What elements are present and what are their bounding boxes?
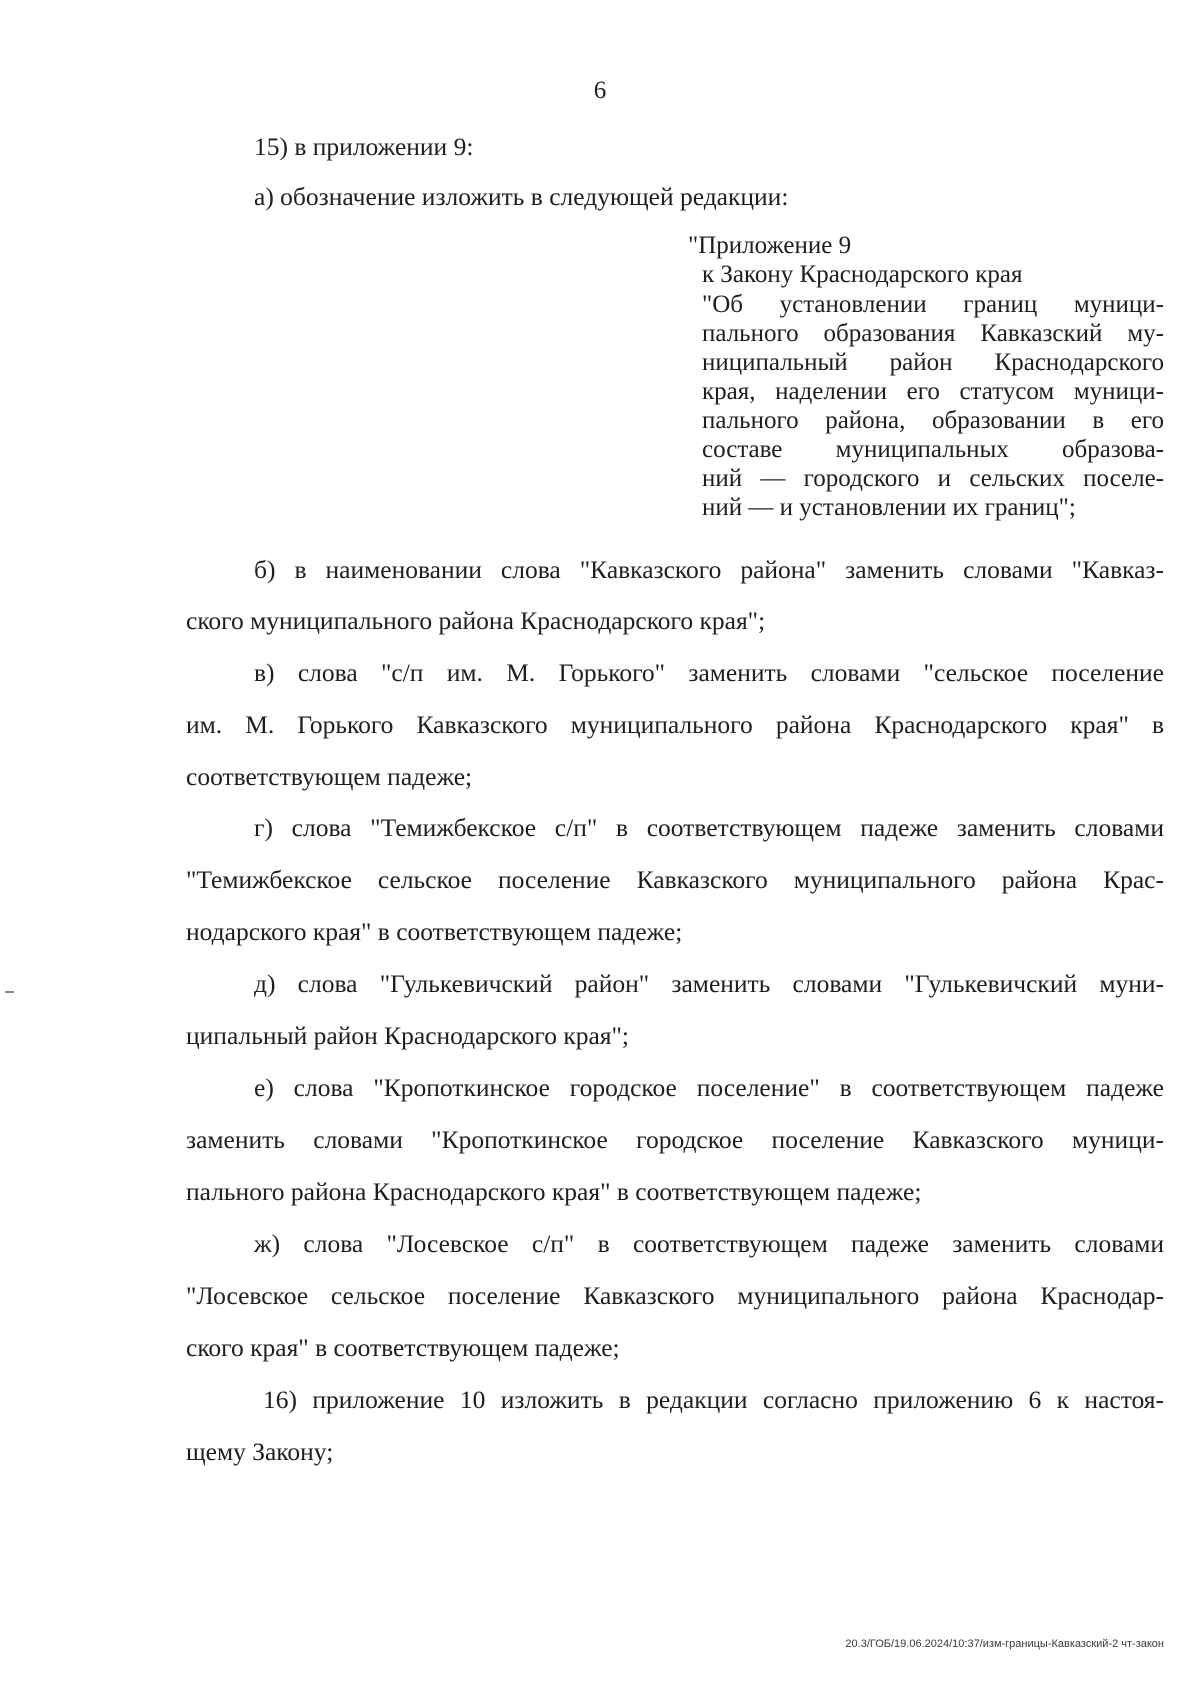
scan-mark — [5, 991, 14, 993]
item-g-line-3: нодарского края" в соответствующем падеже; — [186, 917, 683, 946]
item-v-line-1: в) слова "с/п им. М. Горького" заменить словами "сельское поселение — [254, 658, 1164, 687]
item-v-line-2: им. М. Горького Кавказского муниципального района Краснодарского края" в — [186, 710, 1164, 739]
annex-line: ний — городского и сельских поселе- — [702, 465, 1164, 492]
page-number: 6 — [593, 77, 607, 104]
annex-subtitle: к Закону Краснодарского края — [702, 261, 1023, 288]
annex-line: ниципальный район Краснодарского — [702, 349, 1164, 376]
item-15-heading: 15) в приложении 9: — [254, 132, 474, 161]
item-16-line-2: щему Закону; — [186, 1437, 334, 1466]
item-e-line-1: е) слова "Кропоткинское городское поселение" в соответствующем падеже — [254, 1073, 1164, 1102]
item-g-line-2: "Темижбекское сельское поселение Кавказского муниципального района Крас- — [186, 865, 1164, 894]
item-zh-line-2: "Лосевское сельское поселение Кавказского муниципального района Краснодар- — [186, 1281, 1164, 1310]
item-b-line-2: ского муниципального района Краснодарского края"; — [186, 606, 766, 635]
item-15a-text: а) обозначение изложить в следующей редакции: — [254, 182, 789, 211]
document-footer-code: 20.3/ГОБ/19.06.2024/10:37/изм-границы-Кавказский-2 чт-закон — [845, 1638, 1164, 1650]
annex-line: составе муниципальных образова- — [702, 436, 1164, 463]
annex-line: пального района, образовании в его — [702, 407, 1164, 434]
annex-title: "Приложение 9 — [688, 232, 852, 259]
item-d-line-2: ципальный район Краснодарского края"; — [186, 1021, 630, 1050]
item-g-line-1: г) слова "Темижбекское с/п" в соответствующем падеже заменить словами — [254, 813, 1164, 842]
item-zh-line-3: ского края" в соответствующем падеже; — [186, 1333, 620, 1362]
item-b-line-1: б) в наименовании слова "Кавказского района" заменить словами "Кавказ- — [254, 555, 1164, 584]
annex-line: ний — и установлении их границ"; — [702, 494, 1076, 521]
annex-line: "Об установлении границ муници- — [702, 291, 1164, 318]
annex-line: края, наделении его статусом муници- — [702, 378, 1164, 405]
item-v-line-3: соответствующем падеже; — [186, 762, 473, 791]
item-d-line-1: д) слова "Гулькевичский район" заменить словами "Гулькевичский муни- — [254, 969, 1164, 998]
annex-line: пального образования Кавказский му- — [702, 320, 1164, 347]
item-zh-line-1: ж) слова "Лосевское с/п" в соответствующем падеже заменить словами — [254, 1229, 1164, 1258]
item-e-line-3: пального района Краснодарского края" в соответствующем падеже; — [186, 1177, 922, 1206]
item-e-line-2: заменить словами "Кропоткинское городское поселение Кавказского муници- — [186, 1125, 1164, 1154]
item-16-line-1: 16) приложение 10 изложить в редакции согласно приложению 6 к настоя- — [263, 1385, 1164, 1414]
